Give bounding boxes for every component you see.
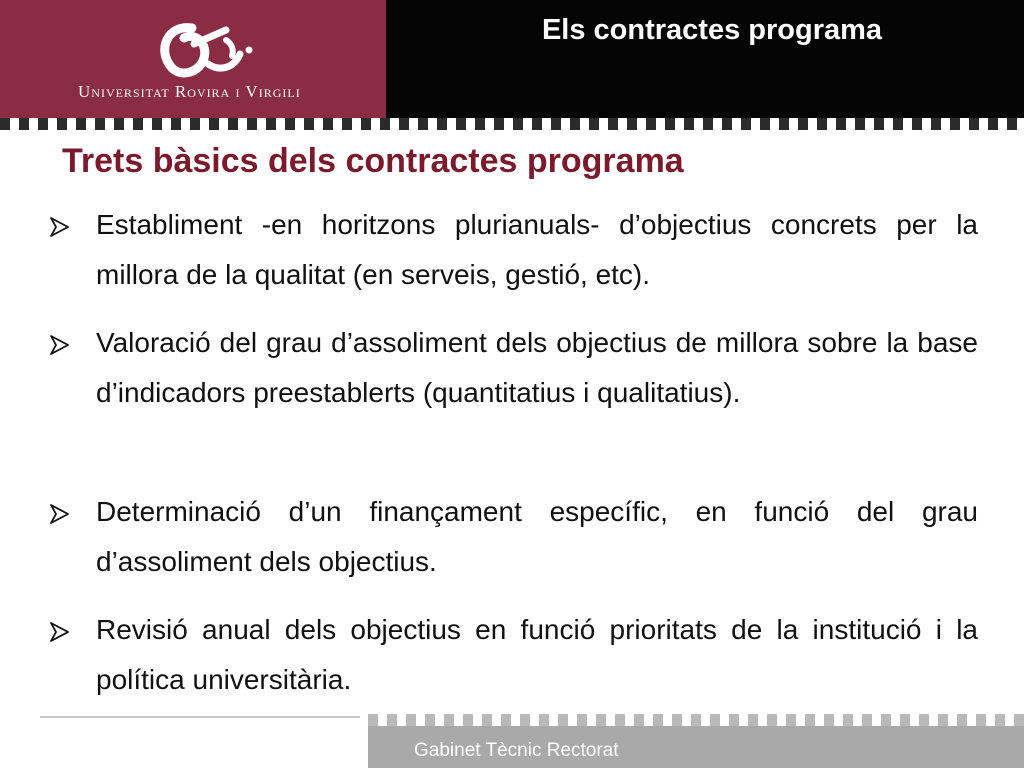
- footer-label: Gabinet Tècnic Rectorat: [414, 740, 619, 761]
- bullet-text: Determinació d’un finançament específic, en funció del grau d’assoliment dels objectius.: [96, 496, 978, 577]
- bullet-text: Revisió anual dels objectius en funció prioritats de la institució i la política universitària.: [96, 614, 978, 695]
- arrow-bullet-icon: [48, 334, 70, 356]
- bullet-text: Valoració del grau d’assoliment dels objectius de millora sobre la base d’indicadors preestablerts (quantitatius i qualitatius).: [96, 327, 978, 408]
- header-title: Els contractes programa: [541, 14, 883, 46]
- arrow-bullet-icon: [48, 621, 70, 643]
- slide-title: Trets bàsics dels contractes programa: [62, 142, 684, 180]
- arrow-bullet-icon: [48, 503, 70, 525]
- bullet-text: Establiment -en horitzons plurianuals- d’objectius concrets per la millora de la qualitat (en serveis, gestió, etc).: [96, 209, 978, 290]
- university-name: Universitat Rovira i Virgili: [78, 82, 301, 101]
- header-brand-panel: [0, 0, 386, 124]
- footer-divider: [368, 714, 1024, 726]
- urv-logo-icon: [148, 14, 258, 84]
- header-divider: [0, 118, 1024, 130]
- footer-rule: [40, 716, 360, 718]
- arrow-bullet-icon: [48, 216, 70, 238]
